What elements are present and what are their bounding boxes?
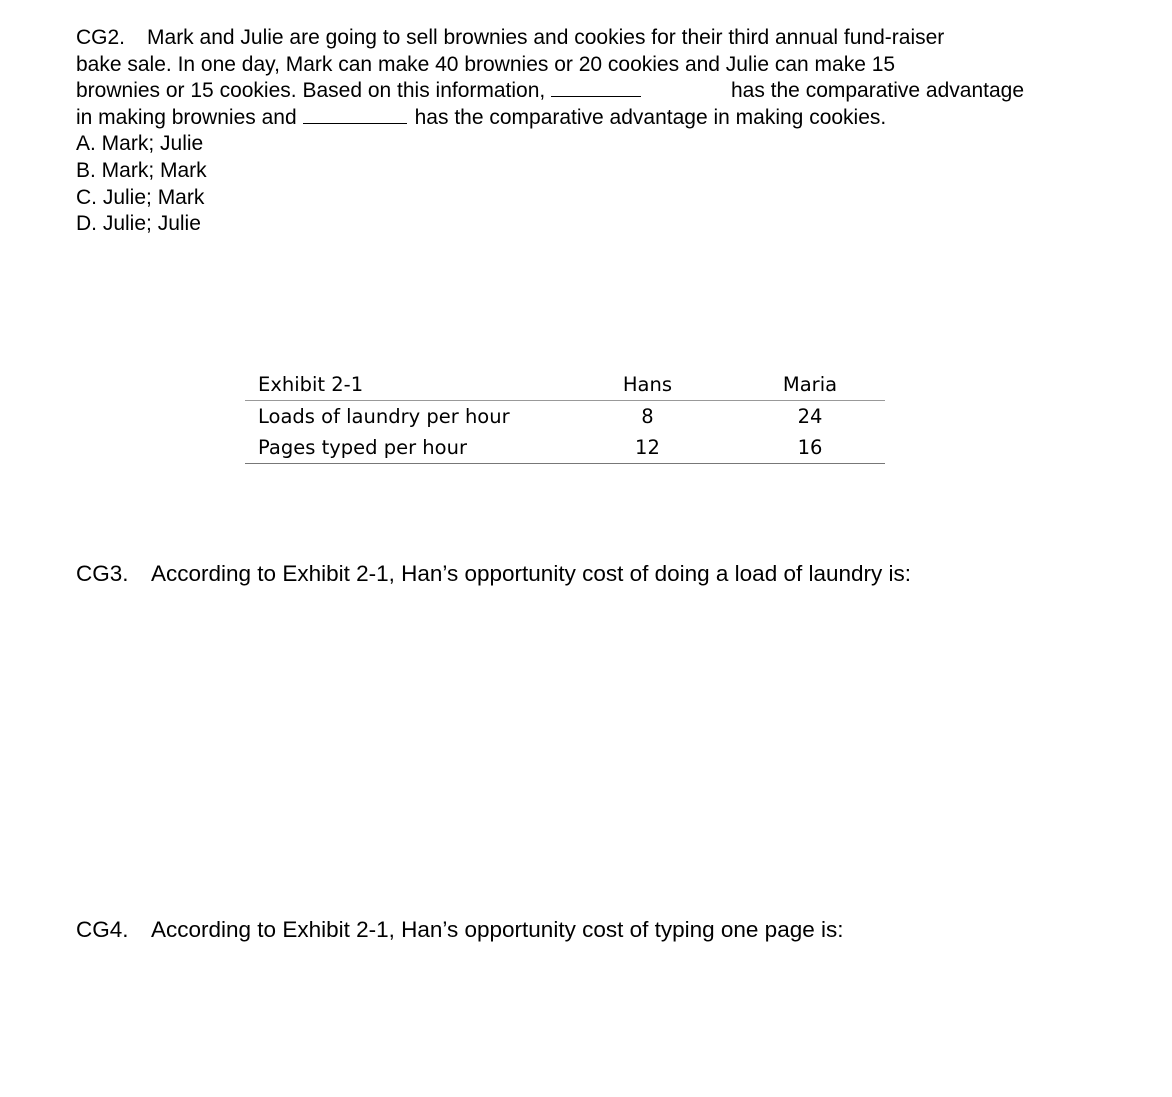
- cell-hans: 12: [606, 432, 689, 464]
- question-cg2: [76, 25, 1036, 238]
- cg2-text-line4b: has the comparative advantage in making cookies.: [414, 105, 887, 129]
- table-row: [245, 432, 885, 464]
- cg2-line-3: [76, 78, 1024, 105]
- cg4-number: CG4.: [76, 917, 129, 942]
- option-d[interactable]: D. Julie; Julie: [76, 212, 201, 236]
- table-header-row: [245, 369, 885, 401]
- row-label: Pages typed per hour: [245, 432, 606, 464]
- cg4-text: According to Exhibit 2-1, Han’s opportunity cost of typing one page is:: [151, 917, 844, 942]
- column-header-maria: Maria: [689, 369, 885, 401]
- cg2-line-2: bake sale. In one day, Mark can make 40 brownies or 20 cookies and Julie can make 15: [76, 52, 896, 76]
- cell-maria: 16: [689, 432, 885, 464]
- row-label: Loads of laundry per hour: [258, 405, 510, 428]
- exhibit-2-1-table: [245, 369, 885, 464]
- option-c[interactable]: C. Julie; Mark: [76, 185, 205, 209]
- cg2-number: CG2.: [76, 26, 126, 49]
- column-header-hans: Hans: [606, 369, 689, 401]
- cg2-text-line1: Mark and Julie are going to sell brownies and cookies for their third annual fund-raiser: [147, 26, 945, 49]
- cg3-text: According to Exhibit 2-1, Han’s opportunity cost of doing a load of laundry is:: [151, 561, 912, 586]
- question-cg3: [76, 561, 911, 587]
- cg2-line-1: [76, 25, 1036, 52]
- cg2-text-line4a: in making brownies and: [76, 105, 297, 129]
- exhibit-title: Exhibit 2-1: [245, 369, 606, 401]
- table-row: [245, 401, 885, 433]
- option-b[interactable]: B. Mark; Mark: [76, 158, 207, 182]
- cell-hans: 8: [641, 405, 654, 428]
- answer-blank-1[interactable]: [551, 79, 641, 97]
- cell-maria: 24: [797, 405, 823, 428]
- cg2-text-line3a: brownies or 15 cookies. Based on this information,: [76, 79, 546, 103]
- cg2-text-line3b: has the comparative advantage: [730, 79, 1024, 103]
- cg2-line-4: [76, 105, 1036, 132]
- cg3-number: CG3.: [76, 561, 129, 586]
- question-cg4: [76, 917, 844, 943]
- answer-blank-2[interactable]: [303, 106, 407, 124]
- option-a[interactable]: A. Mark; Julie: [76, 132, 204, 156]
